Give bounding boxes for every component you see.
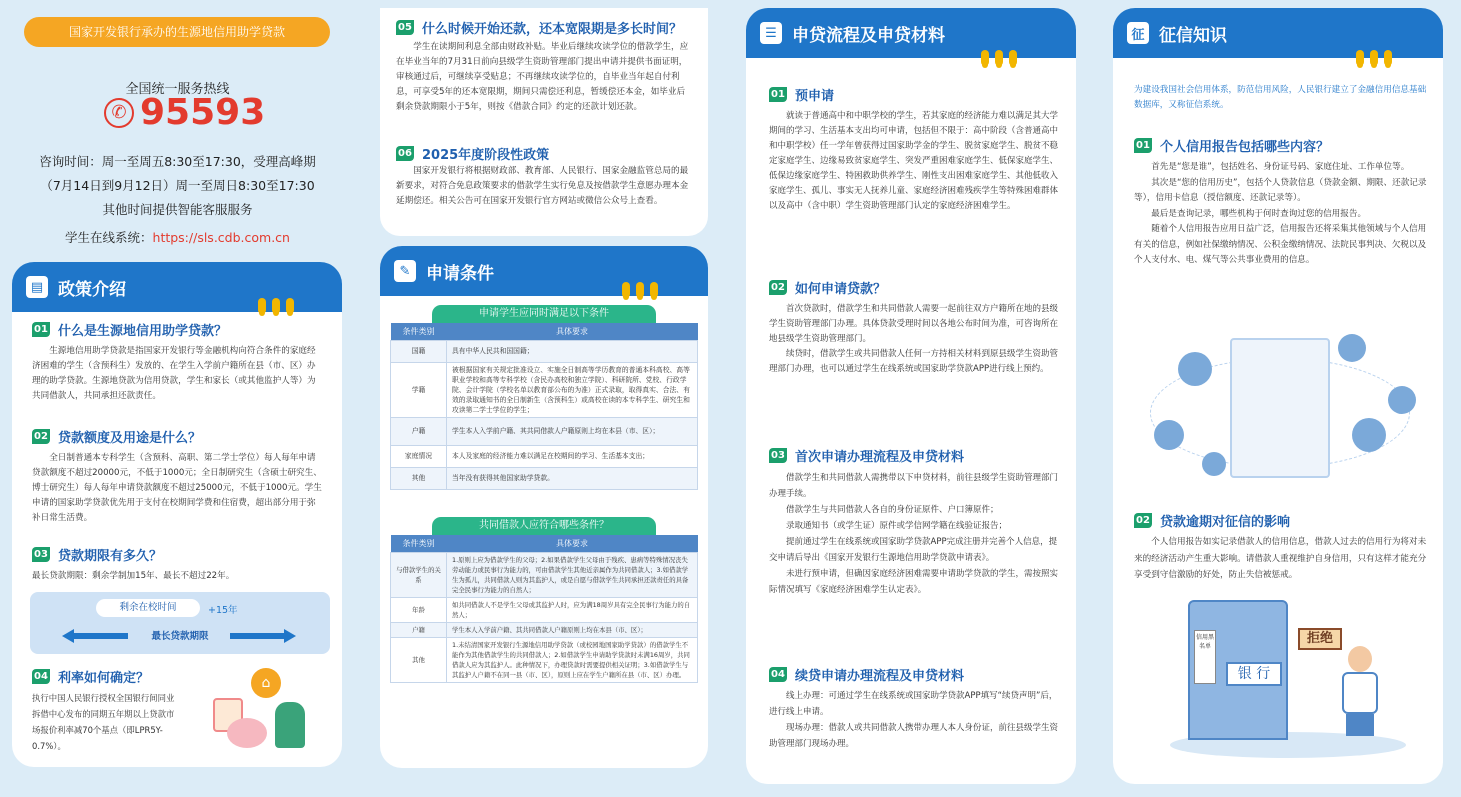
binder-pins (622, 282, 658, 298)
table-row (391, 417, 698, 445)
hotline-number: 95593 (140, 92, 266, 133)
online-system-link[interactable]: https://sls.cdb.com.cn (152, 230, 290, 245)
gavel-icon (1202, 452, 1226, 476)
policy-header: ▤ 政策介绍 (12, 262, 342, 312)
section-text: 就读于普通高中和中职学校的学生，若其家庭的经济能力难以满足其大学期间的学习、生活基本支出均可申请，包括但不限于：高中阶段（含普通高中和中职学校）任一学年曾获得过国家助学金的学生、脱贫家庭学生、脱贫不稳定家庭学生、边缘易致贫家庭学生、突发严重困难家庭学生、低保家庭学生、低保边缘家庭学生、特困救助供养学生、刚性支出困难家庭学生、其他低收入家庭学生、孤儿、事实无人抚养儿童、家庭经济困难残疾学生等特殊困难群体以及高中（含中职）学生资助管理部门认定的家庭经济困难学生。 (769, 111, 1059, 211)
binder-pins (1356, 50, 1392, 66)
credit-header: 征 征信知识 (1113, 8, 1443, 58)
section-title: 02 贷款逾期对征信的影响 (1134, 511, 1290, 530)
term-diagram (30, 592, 330, 654)
column-credit (1112, 0, 1444, 797)
table-cell: 1.原则上应为借款学生的父母；2.如果借款学生父母由于残疾、患病等特殊情况丧失劳动能力或民事行为能力的，可由借款学生其他近亲属作为共同借款人；3.如借款学生为孤儿，共同借款人则为其监护人，或是自愿与借款学生共同承担还款责任的具备完全民事行为能力的自然人； (447, 552, 698, 597)
table-cell: 家庭情况 (391, 445, 447, 467)
table-title-coborrower: 共同借款人应符合哪些条件？ (432, 517, 656, 535)
service-hours: 咨询时间：周一至周五8:30至17:30，受理高峰期 （7月14日到9月12日）周一至周日8:30至17:30 其他时间提供智能客服服务 (39, 154, 316, 217)
table-cell: 国籍 (391, 340, 447, 362)
arrow-right-icon (284, 629, 296, 643)
table-cell: 与借款学生的关系 (391, 552, 447, 597)
section-title: 04 续贷申请办理流程及申贷材料 (769, 665, 964, 684)
section-text: 首先是“您是谁”，包括姓名、身份证号码、家庭住址、工作单位等。 其次是“您的信用历史”，包括个人贷款信息（贷款金额、期限、还款记录等），信用卡信息（授信额度、还款记录等）。 最后是查询记录，哪些机构于何时查询过您的信用报告。 随着个人信用报告应用日益广泛，信用报告还将采集其他领域与个人信用有关的信息，例如社保缴纳情况、公积金缴纳情况、法院民事判决、欠税以及个人支付水、电、煤气等公共事业费用的信息。 (1134, 162, 1427, 265)
column-policy (0, 0, 365, 797)
report-document-icon (1230, 338, 1330, 478)
section-text: 线上办理：可通过学生在线系统或国家助学贷款APP填写“续贷声明”后，进行线上申请。 现场办理：借款人或共同借款人携带办理人本人身份证，前往县级学生资助管理部门现场办理。 (769, 691, 1059, 749)
table-cell: 1.未结清国家开发银行生源地信用助学贷款（或校园地国家助学贷款）的借款学生不能作为其他借款学生的共同借款人；2.如借款学生申请助学贷款时未满16周岁，共同借款人应为其监护人。此种情况下，办理贷款时需要提供相关证明；3.如借款学生与其监护人户籍不在同一县（市、区），原则上应在学生户籍所在县（市、区）办理。 (447, 637, 698, 682)
coin-icon: ⌂ (251, 668, 281, 698)
table-row (391, 597, 698, 622)
credit-report-illustration (1140, 330, 1420, 490)
table-cell: 其他 (391, 637, 447, 682)
student-figure (275, 702, 305, 748)
process-header: ☰ 申贷流程及申贷材料 (746, 8, 1076, 58)
table-row (391, 467, 698, 489)
coborrower-conditions-table (390, 535, 698, 683)
term-plus: +15年 (208, 605, 238, 616)
piggy-bank-icon (227, 718, 267, 748)
term-remain-pill: 剩余在校时间 (96, 599, 200, 617)
section-text: 借款学生和共同借款人需携带以下申贷材料，前往县级学生资助管理部门办理手续。 借款学生与共同借款人各自的身份证原件、户口簿原件； 录取通知书（或学生证）原件或学信网学籍在线验证报告； 提前通过学生在线系统或国家助学贷款APP完成注册并完善个人信息，提交申请后导出《国家开发银行生源地信用助学贷款申请表》。 未进行预申请，但确因家庭经济困难需要申请助学贷款的学生，需按照实际情况填写《家庭经济困难学生认定表》。 (769, 473, 1059, 595)
section-text: 个人信用报告如实记录借款人的信用信息，借款人过去的信用行为将对未来的经济活动产生重大影响。请借款人重视维护自身信用，只有这样才能充分享受到守信激励的好处，防止失信被惩戒。 (1134, 537, 1427, 580)
bank-rejection-illustration (1170, 594, 1406, 764)
column-conditions (378, 0, 710, 797)
section-text: 国家开发银行将根据财政部、教育部、人民银行、国家金融监管总局的最新要求，对符合免息政策要求的借款学生实行免息及按借款学生意愿办理本金延期偿还。相关公告可在国家开发银行官方网站或微信公众号上查看。 (396, 166, 689, 206)
table-cell: 具有中华人民共和国国籍； (447, 340, 698, 362)
table-title-student: 申请学生应同时满足以下条件 (432, 305, 656, 323)
conditions-header: ✎ 申请条件 (380, 246, 708, 296)
section-text: 学生在读期间利息全部由财政补贴。毕业后继续攻读学位的借款学生，应在毕业当年的7月31日前向县级学生资助管理部门提出申请并提供书面证明，审核通过后，可继续享受贴息；不再继续攻读学位的，自毕业当年起自付利息，可享受5年的还本宽限期，期间只需偿还利息，暂缓偿还本金，如毕业后剩余贷款期限小于5年，则按《借款合同》约定的还款计划还款。 (396, 42, 689, 112)
section-title: 02 如何申请贷款？ (769, 278, 886, 297)
section-text: 最长贷款期限：剩余学制加15年、最长不超过22年。 (32, 571, 235, 581)
table-row (391, 552, 698, 597)
section-text: 首次贷款时，借款学生和共同借款人需要一起前往双方户籍所在地的县级学生资助管理部门办理。具体贷款受理时间以各地公布时间为准，可咨询所在地县级学生资助管理部门。 续贷时，借款学生或共同借款人任何一方持相关材料到原县级学生资助管理部门办理，也可以通过学生在线系统或国家助学贷款APP进行线上预约。 (769, 304, 1059, 374)
form-edit-icon: ✎ (394, 260, 416, 282)
table-row (391, 340, 698, 362)
savings-illustration (205, 668, 325, 758)
bank-sign: 银 行 (1226, 662, 1282, 686)
column-process (745, 0, 1077, 797)
reject-sign: 拒绝 (1298, 628, 1342, 650)
column-header: 条件类别 (391, 323, 447, 340)
section-title: 03 贷款期限有多久？ (32, 545, 162, 564)
section-title: 02 贷款额度及用途是什么？ (32, 427, 201, 446)
section-title: 03 首次申请办理流程及申贷材料 (769, 446, 964, 465)
table-row (391, 362, 698, 417)
bank-building (1188, 600, 1288, 740)
intro-text: 为建设我国社会信用体系，防范信用风险，人民银行建立了金融信用信息基础数据库，又称征信系统。 (1134, 85, 1427, 110)
table-cell: 学生本人入学前户籍、其共同借款人户籍原则上均在本县（市、区）； (447, 417, 698, 445)
phone-icon: ✆ (104, 98, 134, 128)
table-cell: 年龄 (391, 597, 447, 622)
online-system: 学生在线系统：https://sls.cdb.com.cn (65, 230, 290, 245)
table-cell: 学籍 (391, 362, 447, 417)
arrow-shaft-left (72, 633, 128, 639)
section-text: 执行中国人民银行授权全国银行间同业拆借中心发布的同期五年期以上贷款市场报价利率减70个基点（即LPR5Y-0.7%）。 (32, 693, 175, 751)
house-icon (1388, 386, 1416, 414)
top-banner: 国家开发银行承办的生源地信用助学贷款 (24, 17, 330, 47)
table-cell: 如共同借款人不是学生父母或其监护人时，应为满18周岁具有完全民事行为能力的自然人； (447, 597, 698, 622)
table-cell: 户籍 (391, 417, 447, 445)
document-icon: ▤ (26, 276, 48, 298)
credit-badge-icon: 征 (1127, 22, 1149, 44)
table-row (391, 622, 698, 637)
column-header: 条件类别 (391, 535, 447, 552)
arrow-shaft-right (230, 633, 286, 639)
section-title: 01 预申请 (769, 85, 834, 104)
table-cell: 户籍 (391, 622, 447, 637)
table-row (391, 637, 698, 682)
section-text: 生源地信用助学贷款是指国家开发银行等金融机构向符合条件的家庭经济困难的学生（含预科生）发放的、在学生入学前户籍所在县（市、区）办理的助学贷款。生源地贷款为信用贷款，学生和家长（或其他监护人等）为共同借款人，共同承担还款责任。 (32, 346, 316, 401)
section-title: 04 利率如何确定？ (32, 667, 149, 686)
table-cell: 当年没有获得其他国家助学贷款。 (447, 467, 698, 489)
table-cell: 本人及家庭的经济能力难以满足在校期间的学习、生活基本支出； (447, 445, 698, 467)
blacklist-note: 信用黑名单 (1194, 630, 1216, 684)
user-avatar-icon (1178, 352, 1212, 386)
people-icon (1338, 334, 1366, 362)
term-max: 最长贷款期限 (151, 631, 209, 642)
section-title: 01 个人信用报告包括哪些内容？ (1134, 136, 1329, 155)
section-text: 全日制普通本专科学生（含预科、高职、第二学士学位）每人每年申请贷款额度不超过20000元，不低于1000元；全日制研究生（含硕士研究生、博士研究生）每人每年申请贷款额度不超过25000元，不低于1000元。学生申请的国家助学贷款优先用于支付在校期间学费和住宿费，超出部分用于弥补日常生活费。 (32, 453, 322, 523)
table-cell: 学生本人入学前户籍、其共同借款人户籍原则上均在本县（市、区）； (447, 622, 698, 637)
section-title: 01 什么是生源地信用助学贷款？ (32, 320, 227, 339)
shield-icon (1352, 418, 1386, 452)
binder-pins (981, 50, 1017, 66)
binder-pins (258, 298, 294, 314)
process-flow-icon: ☰ (760, 22, 782, 44)
worried-student (1340, 646, 1380, 736)
column-header: 具体要求 (447, 323, 698, 340)
column-header: 具体要求 (447, 535, 698, 552)
card-icon (1154, 420, 1184, 450)
section-title: 05 什么时候开始还款，还本宽限期是多长时间？ (396, 18, 682, 37)
table-row (391, 445, 698, 467)
section-title: 06 2025年度阶段性政策 (396, 144, 549, 163)
table-cell: 其他 (391, 467, 447, 489)
table-cell: 被根据国家有关规定批准设立、实施全日制高等学历教育的普通本科高校、高等职业学校和高等专科学校（含民办高校和独立学院）、科研院所、党校、行政学院、会计学院（学校名单以教育部公布的为准）正式录取，取得真实、合法、有效的录取通知书的全日制新生（含预科生）或高校在读的本专科学生、研究生和攻读第二学士学位的学生； (447, 362, 698, 417)
hotline-label: 全国统一服务热线 (125, 82, 230, 97)
student-conditions-table (390, 323, 698, 490)
